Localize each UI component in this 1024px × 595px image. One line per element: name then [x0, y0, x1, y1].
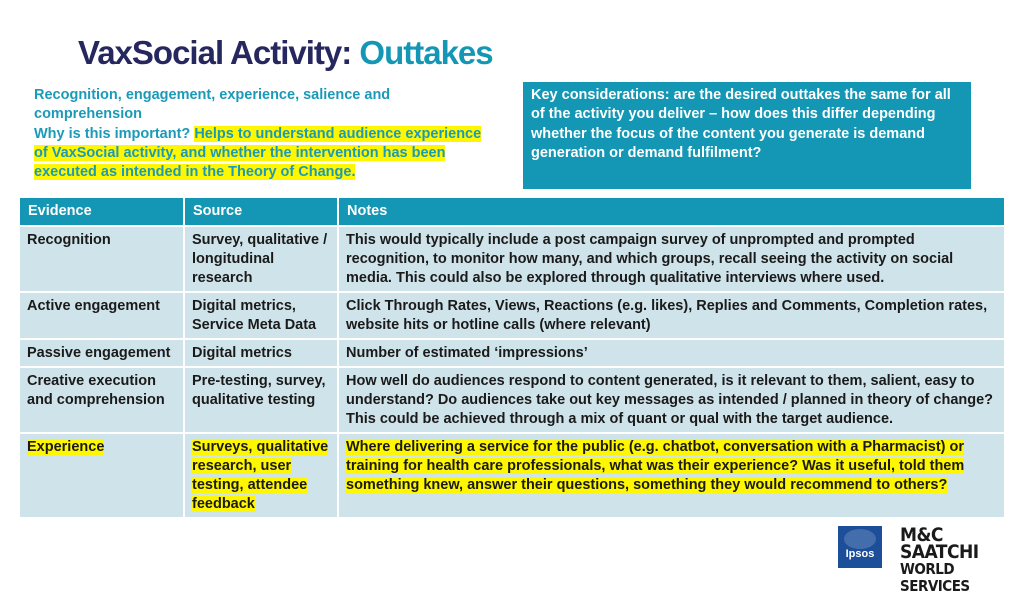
why-highlight: Helps to understand audience experience of VaxSocial activity, and whether the intervention has been executed as intended in the Theory of Change.: [34, 125, 482, 181]
source-cell: [184, 433, 338, 518]
notes-cell: How well do audiences respond to content generated, is it relevant to them, salient, easy to understand? Do audiences take out key messages as intended / planned in theory of change? This could be achieved through a mix of quant or qual with the target audience.: [338, 367, 1005, 433]
intro-text: [34, 86, 494, 182]
notes-cell: [338, 433, 1005, 518]
title-accent: Outtakes: [359, 34, 493, 71]
notes-highlight: Where delivering a service for the public (e.g. chatbot, conversation with a Pharmacist) or training for health care professionals, what was their experience? Was it useful, told them something knew, answer their questions, something they would recommend to others?: [346, 439, 965, 493]
header-source: Source: [184, 197, 338, 226]
mc-saatchi-name: M&C SAATCHI: [900, 524, 979, 563]
ipsos-logo-icon: [844, 529, 876, 549]
evidence-cell: Recognition: [19, 226, 184, 292]
header-notes: Notes: [338, 197, 1005, 226]
ipsos-logo-text: Ipsos: [845, 548, 875, 560]
evidence-cell: Passive engagement: [19, 339, 184, 367]
source-highlight: Surveys, qualitative research, user testing, attendee feedback: [192, 439, 329, 512]
intro-why: [34, 125, 494, 183]
why-label: Why is this important?: [34, 125, 191, 142]
notes-cell: Number of estimated ‘impressions’: [338, 339, 1005, 367]
key-considerations-box: [523, 82, 971, 189]
key-considerations-text: Key considerations: are the desired outtakes the same for all of the activity you deliver – how does this differ depending whether the focus of the content you generate is demand generation or demand fulfilment?: [531, 87, 951, 161]
intro-topics: Recognition, engagement, experience, salience and comprehension: [34, 87, 391, 123]
why-highlight-text: Helps to understand audience experience of VaxSocial activity, and whether the intervention has been executed as intended in the Theory of Change: [34, 125, 482, 181]
table-row: [19, 226, 1005, 292]
page-title: [78, 34, 493, 72]
evidence-table: [18, 196, 1006, 519]
header-evidence: Evidence: [19, 197, 184, 226]
table-row: [19, 292, 1005, 339]
title-main: VaxSocial Activity:: [78, 34, 352, 71]
source-cell: Digital metrics, Service Meta Data: [184, 292, 338, 339]
source-cell: Digital metrics: [184, 339, 338, 367]
table-row: [19, 339, 1005, 367]
source-cell: Survey, qualitative / longitudinal research: [184, 226, 338, 292]
notes-cell: Click Through Rates, Views, Reactions (e.g. likes), Replies and Comments, Completion rates, website hits or hotline calls (where relevant): [338, 292, 1005, 339]
table-header-row: [19, 197, 1005, 226]
evidence-cell: Active engagement: [19, 292, 184, 339]
footer-logos: [838, 524, 1008, 595]
source-cell: Pre-testing, survey, qualitative testing: [184, 367, 338, 433]
mc-saatchi-subtitle: WORLD SERVICES: [900, 560, 970, 595]
evidence-highlight: Experience: [27, 439, 105, 455]
table-row: [19, 367, 1005, 433]
evidence-cell: [19, 433, 184, 518]
ipsos-logo: [838, 526, 882, 568]
mc-saatchi-logo: [900, 524, 1008, 595]
notes-cell: This would typically include a post campaign survey of unprompted and prompted recognition, to monitor how many, and which groups, recall seeing the activity on social media. This could also be explored through qualitative interviews where used.: [338, 226, 1005, 292]
evidence-cell: Creative execution and comprehension: [19, 367, 184, 433]
table-row: [19, 433, 1005, 518]
